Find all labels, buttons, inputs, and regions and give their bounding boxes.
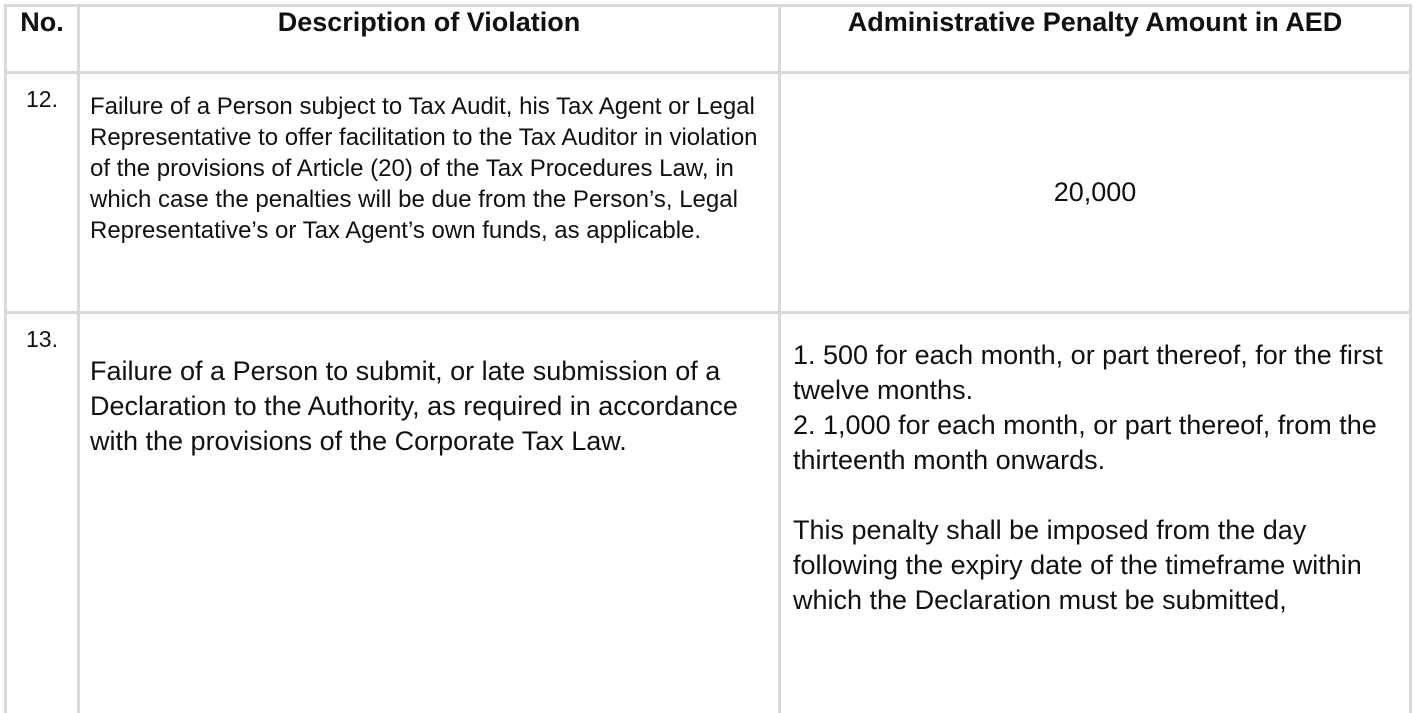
table-row <box>6 73 1411 313</box>
penalty-note: This penalty shall be imposed from the day following the expiry date of the timeframe within which the Declaration must be submitted, <box>793 515 1362 615</box>
table-row <box>6 313 1411 713</box>
violation-description: Failure of a Person to submit, or late submission of a Declaration to the Authority, as required in accordance with the provisions of the Corporate Tax Law. <box>79 313 780 713</box>
violation-description: Failure of a Person subject to Tax Audit, his Tax Agent or Legal Representative to offer facilitation to the Tax Auditor in violation of the provisions of Article (20) of the Tax Procedures Law, in which case the penalties will be due from the Person’s, Legal Representative’s or Tax Agent’s own funds, as applicable. <box>79 73 780 313</box>
row-number: 12. <box>6 73 79 313</box>
penalty-line-2: 2. 1,000 for each month, or part thereof, from the thirteenth month onwards. <box>793 410 1377 475</box>
header-no: No. <box>6 6 79 73</box>
penalty-amount <box>780 313 1411 713</box>
header-description: Description of Violation <box>79 6 780 73</box>
spacer <box>793 478 1397 513</box>
table-header-row <box>6 6 1411 73</box>
header-amount: Administrative Penalty Amount in AED <box>780 6 1411 73</box>
penalty-line-1: 1. 500 for each month, or part thereof, for the first twelve months. <box>793 340 1383 405</box>
penalty-amount: 20,000 <box>780 73 1411 313</box>
row-number: 13. <box>6 313 79 713</box>
penalty-table <box>4 4 1412 713</box>
